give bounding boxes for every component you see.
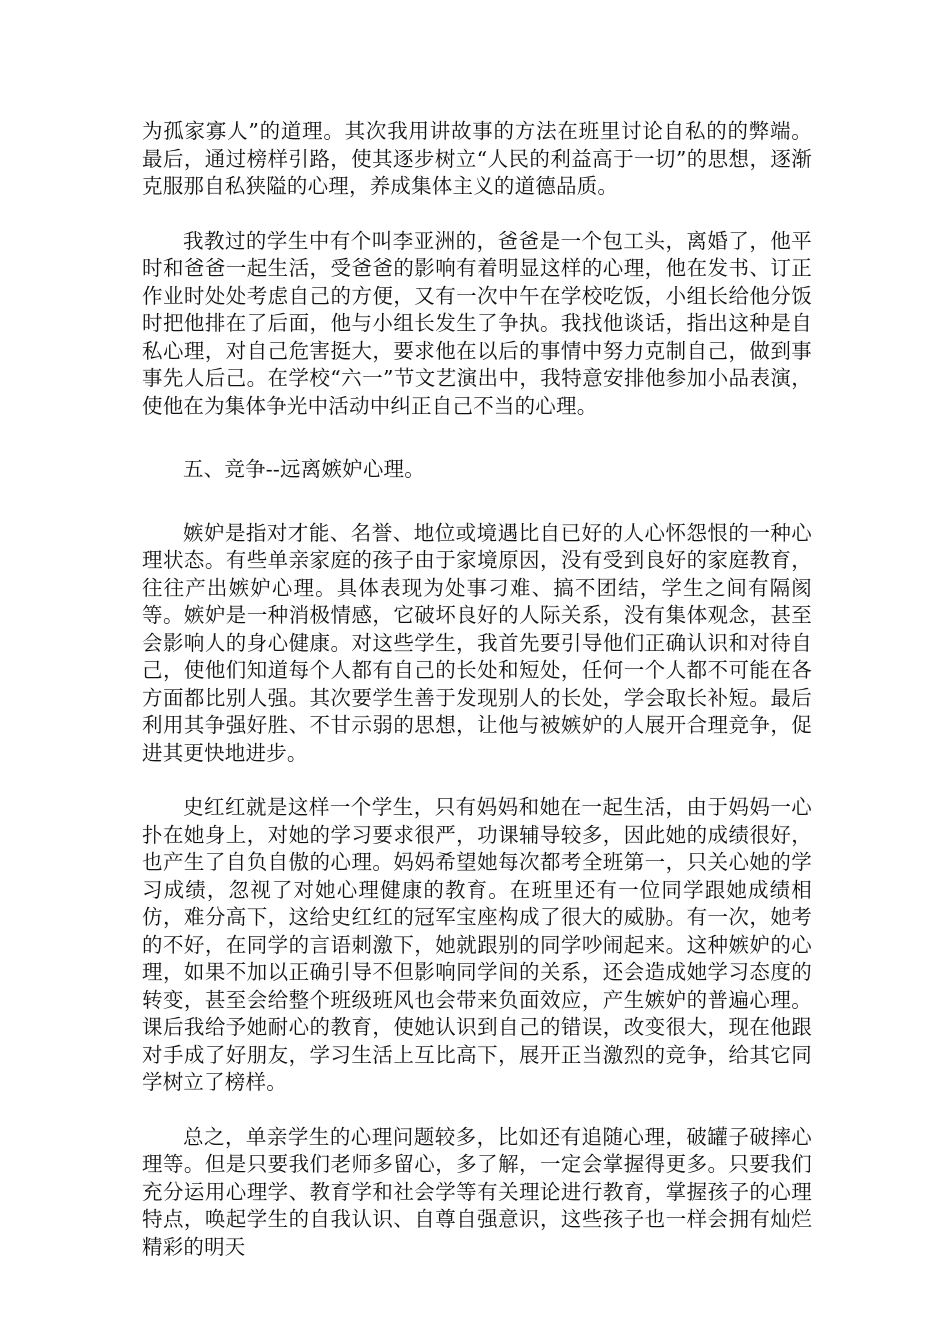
paragraph-conclusion: 总之，单亲学生的心理问题较多，比如还有追随心理，破罐子破摔心理等。但是只要我们老师多留心，多了解，一定会掌握得更多。只要我们充分运用心理学、教育学和社会学等有关理论进行教育，掌握孩子的心理特点，唤起学生的自我认识、自尊自强意识，这些孩子也一样会拥有灿烂精彩的明天: [142, 1124, 812, 1259]
document-body: [142, 118, 812, 1288]
paragraph-li-yazhou-example: 我教过的学生中有个叫李亚洲的，爸爸是一个包工头，离婚了，他平时和爸爸一起生活，受爸爸的影响有着明显这样的心理，他在发书、订正作业时处处考虑自己的方便，又有一次中午在学校吃饭，小组长给他分饭时把他排在了后面，他与小组长发生了争执。我找他谈话，指出这种是自私心理，对自己危害挺大，要求他在以后的事情中努力克制自己，做到事事先人后己。在学校“六一”节文艺演出中，我特意安排他参加小品表演，使他在为集体争光中活动中纠正自己不当的心理。: [142, 228, 812, 418]
section-heading-five: 五、竞争--远离嫉妒心理。: [183, 457, 425, 481]
paragraph-jealousy-definition: 嫉妒是指对才能、名誉、地位或境遇比自已好的人心怀怨恨的一种心理状态。有些单亲家庭的孩子由于家境原因，没有受到良好的家庭教育，往往产出嫉妒心理。具体表现为处事刁难、搞不团结，学生之间有隔阂等。嫉妒是一种消极情感，它破坏良好的人际关系，没有集体观念，甚至会影响人的身心健康。对这些学生，我首先要引导他们正确认识和对待自己，使他们知道每个人都有自己的长处和短处，任何一个人都不可能在各方面都比别人强。其次要学生善于发现别人的长处，学会取长补短。最后利用其争强好胜、不甘示弱的思想，让他与被嫉妒的人展开合理竞争，促进其更快地进步。: [142, 520, 812, 765]
paragraph-continuation: 为孤家寡人”的道理。其次我用讲故事的方法在班里讨论自私的的弊端。最后，通过榜样引路，使其逐步树立“人民的利益高于一切”的思想，逐渐克服那自私狭隘的心理，养成集体主义的道德品质。: [142, 119, 812, 198]
paragraph-shi-honghong-example: 史红红就是这样一个学生，只有妈妈和她在一起生活，由于妈妈一心扑在她身上，对她的学习要求很严，功课辅导较多，因此她的成绩很好，也产生了自负自傲的心理。妈妈希望她每次都考全班第一，只关心她的学习成绩，忽视了对她心理健康的教育。在班里还有一位同学跟她成绩相仿，难分高下，这给史红红的冠军宝座构成了很大的威胁。有一次，她考的不好，在同学的言语刺激下，她就跟别的同学吵闹起来。这种嫉妒的心理，如果不加以正确引导不但影响同学间的关系，还会造成她学习态度的转变，甚至会给整个班级班风也会带来负面效应，产生嫉妒的普遍心理。课后我给予她耐心的教育，使她认识到自己的错误，改变很大，现在他跟对手成了好朋友，学习生活上互比高下，展开正当激烈的竞争，给其它同学树立了榜样。: [142, 795, 812, 1094]
